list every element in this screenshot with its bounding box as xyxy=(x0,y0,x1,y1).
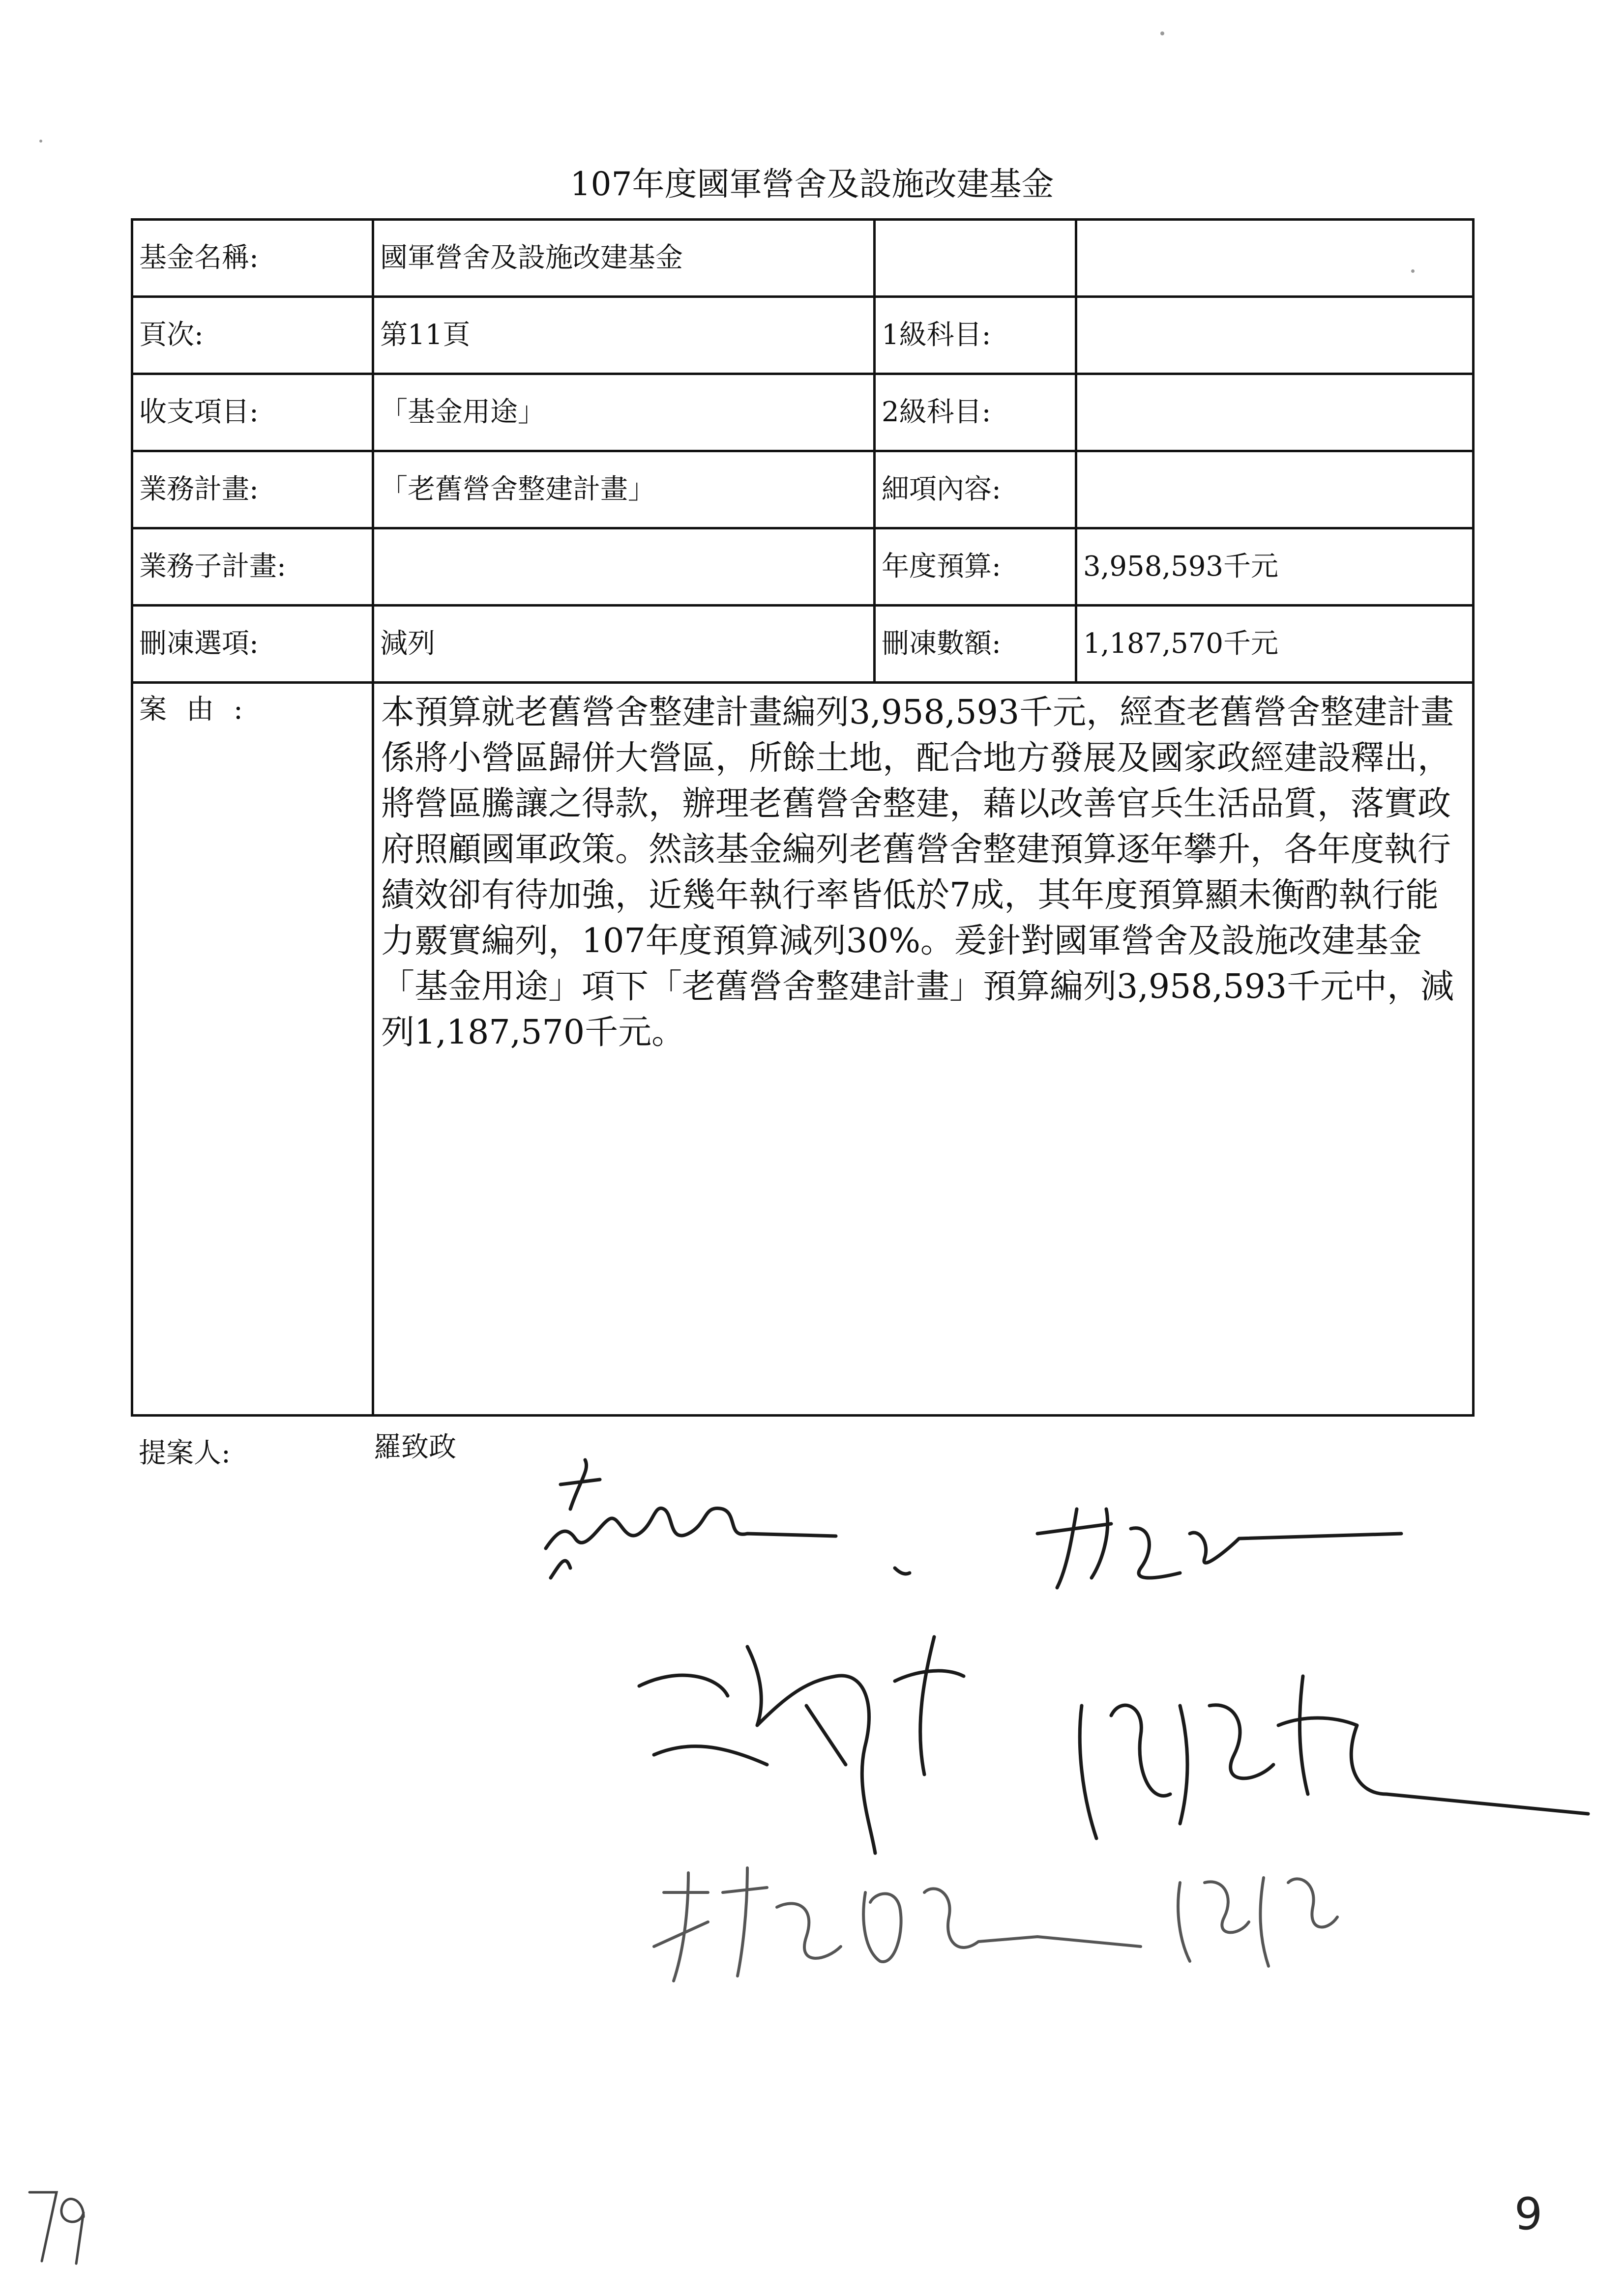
cut-option-value: 減列 xyxy=(373,606,875,683)
empty-cell xyxy=(875,220,1076,297)
scan-speck xyxy=(39,140,42,143)
scan-speck xyxy=(1411,269,1415,273)
proposer-label: 提案人: xyxy=(139,1437,231,1469)
page-number: 9 xyxy=(1514,2188,1543,2240)
reason-label: 案由: xyxy=(132,683,373,1416)
form-row-fund-name xyxy=(132,220,1474,297)
business-plan-label: 業務計畫: xyxy=(132,451,373,528)
form-row-option xyxy=(132,606,1474,683)
form-row-plan xyxy=(132,451,1474,528)
empty-cell xyxy=(1076,220,1474,297)
handwritten-margin-mark xyxy=(20,2182,98,2266)
handwritten-signatures xyxy=(492,1450,1623,2089)
proposal-form-table xyxy=(131,218,1475,1417)
form-row-item xyxy=(132,374,1474,451)
cut-amount-value: 1,187,570千元 xyxy=(1076,606,1474,683)
page-label: 頁次: xyxy=(132,297,373,374)
item-value: 「基金用途」 xyxy=(373,374,875,451)
level1-subject-label: 1級科目: xyxy=(875,297,1076,374)
sub-plan-value xyxy=(373,528,875,606)
level1-subject-value xyxy=(1076,297,1474,374)
item-label: 收支項目: xyxy=(132,374,373,451)
document-title: 107年度國軍營舍及設施改建基金 xyxy=(570,165,1054,203)
form-row-subplan xyxy=(132,528,1474,606)
proposer-name: 羅致政 xyxy=(374,1431,456,1463)
reason-text: 本預算就老舊營舍整建計畫編列3,958,593千元，經查老舊營舍整建計畫係將小營區歸併大營區，所餘土地，配合地方發展及國家政經建設釋出，將營區騰讓之得款，辦理老舊營舍整建，藉以改善官兵生活品質，落實政府照顧國軍政策。然該基金編列老舊營舍整建預算逐年攀升，各年度執行績效卻有待加強，近幾年執行率皆低於7成，其年度預算顯未衡酌執行能力覈實編列，107年度預算減列30%。爰針對國軍營舍及設施改建基金「基金用途」項下「老舊營舍整建計畫」預算編列3,958,593千元中，減列1,187,570千元。 xyxy=(373,683,1474,1416)
annual-budget-value: 3,958,593千元 xyxy=(1076,528,1474,606)
scan-speck xyxy=(1160,31,1164,35)
business-plan-value: 「老舊營舍整建計畫」 xyxy=(373,451,875,528)
detail-content-label: 細項內容: xyxy=(875,451,1076,528)
form-row-reason xyxy=(132,683,1474,1416)
annual-budget-label: 年度預算: xyxy=(875,528,1076,606)
cut-option-label: 刪凍選項: xyxy=(132,606,373,683)
level2-subject-value xyxy=(1076,374,1474,451)
level2-subject-label: 2級科目: xyxy=(875,374,1076,451)
page-value: 第11頁 xyxy=(373,297,875,374)
form-row-page xyxy=(132,297,1474,374)
sub-plan-label: 業務子計畫: xyxy=(132,528,373,606)
detail-content-value xyxy=(1076,451,1474,528)
fund-name-value: 國軍營舍及設施改建基金 xyxy=(373,220,875,297)
cut-amount-label: 刪凍數額: xyxy=(875,606,1076,683)
fund-name-label: 基金名稱: xyxy=(132,220,373,297)
